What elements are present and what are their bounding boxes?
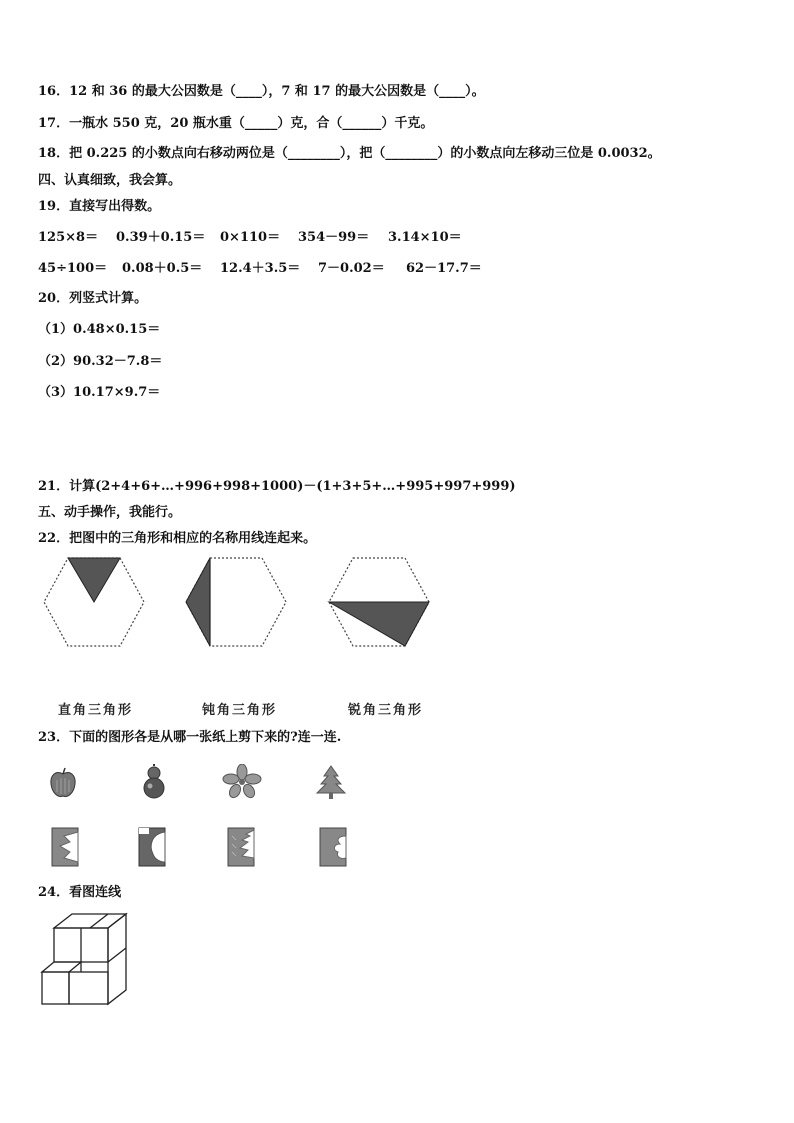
triangle-label-right: 直角三角形 <box>58 703 134 718</box>
calc-item: 0×110＝ <box>220 230 281 245</box>
calc-item: 354－99＝ <box>298 230 370 245</box>
calc-item: 12.4＋3.5＝ <box>220 261 301 276</box>
hexagon-figure-2 <box>182 556 290 648</box>
section4-heading: 四、认真细致，我会算。 <box>38 173 182 188</box>
q20-item-1: （1）0.48×0.15＝ <box>38 322 161 337</box>
cube-stack-figure <box>38 910 132 1010</box>
calc-item: 0.08＋0.5＝ <box>122 261 203 276</box>
gourd-cutout-icon <box>139 764 169 800</box>
tree-cutout-icon <box>314 764 348 800</box>
calc-item: 7－0.02＝ <box>318 261 385 276</box>
paper-cutout-2-icon <box>137 826 167 868</box>
apple-cutout-icon <box>48 766 78 800</box>
paper-cutout-3-icon <box>226 826 256 868</box>
flower-cutout-icon <box>222 764 262 800</box>
q20-item-3: （3）10.17×9.7＝ <box>38 385 161 400</box>
paper-cutout-4-icon <box>318 826 348 868</box>
q16: 16．12 和 36 的最大公因数是（____），7 和 17 的最大公因数是（____）。 <box>38 84 485 99</box>
q22: 22．把图中的三角形和相应的名称用线连起来。 <box>38 531 317 546</box>
paper-cutout-1-icon <box>50 826 80 868</box>
q21: 21．计算(2+4+6+…+996+998+1000)－(1+3+5+…+995+997+999) <box>38 479 516 494</box>
hexagon-figure-3 <box>325 556 433 648</box>
calc-item: 3.14×10＝ <box>388 230 462 245</box>
q20-item-2: （2）90.32－7.8＝ <box>38 354 163 369</box>
triangle-label-obtuse: 钝角三角形 <box>202 703 278 718</box>
triangle-label-acute: 锐角三角形 <box>348 703 424 718</box>
q20: 20．列竖式计算。 <box>38 291 148 306</box>
calc-item: 125×8＝ <box>38 230 99 245</box>
calc-item: 62－17.7＝ <box>406 261 482 276</box>
q23: 23．下面的图形各是从哪一张纸上剪下来的?连一连. <box>38 730 342 745</box>
calc-item: 0.39＋0.15＝ <box>116 230 206 245</box>
q24: 24．看图连线 <box>38 885 122 900</box>
q19: 19．直接写出得数。 <box>38 199 161 214</box>
section5-heading: 五、动手操作，我能行。 <box>38 505 182 520</box>
q18: 18．把 0.225 的小数点向右移动两位是（________），把（________）的小数点向左移动三位是 0.0032。 <box>38 146 661 161</box>
hexagon-figure-1 <box>40 556 148 648</box>
q17: 17．一瓶水 550 克，20 瓶水重（_____）克，合（______）千克。 <box>38 116 434 131</box>
calc-item: 45÷100＝ <box>38 261 108 276</box>
